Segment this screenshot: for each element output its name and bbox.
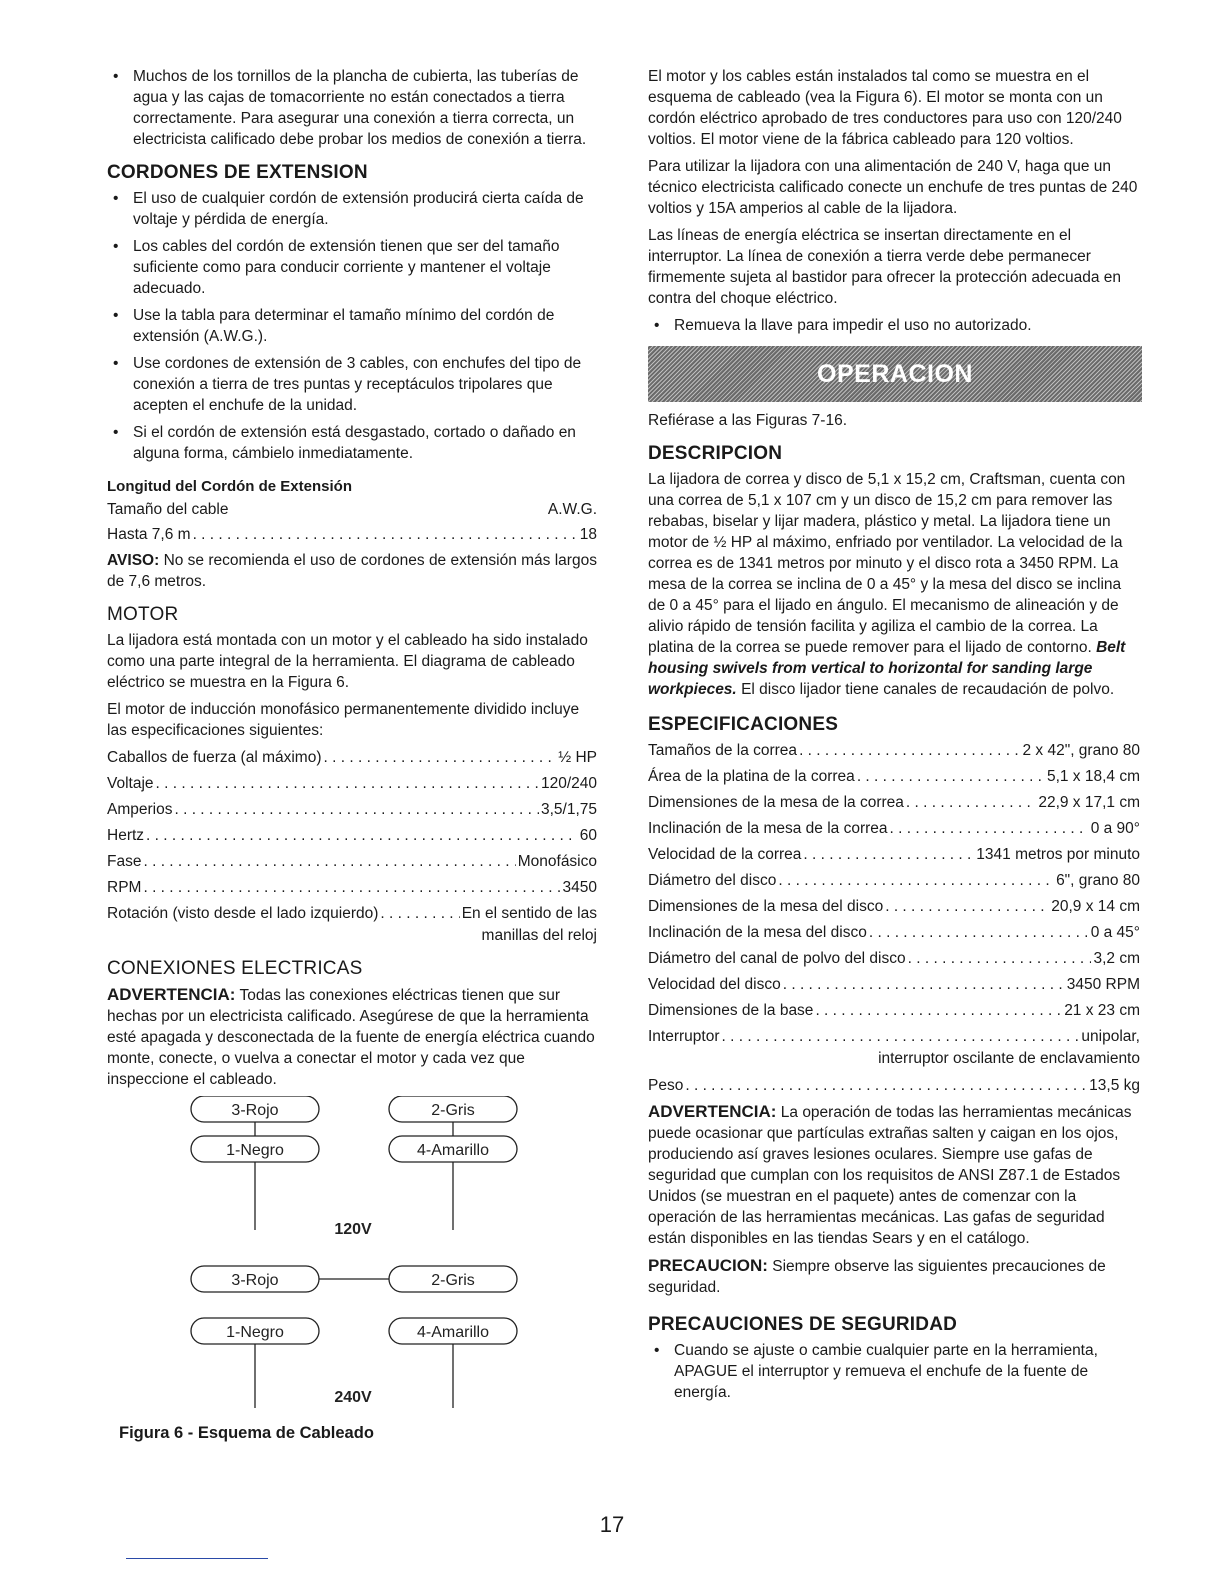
refer-figures: Refiérase a las Figuras 7-16.	[648, 412, 848, 429]
description-text-a: La lijadora de correa y disco de 5,1 x 15,2 cm, Craftsman, cuenta con una correa de 5,1 x 107 cm y un disco de 15,2 cm para remover las rebabas, biselar y lijar madera, plástico y metal. La lijadora tiene un motor de ½ HP al máximo, enfriado por ventilador. La velocidad de la correa es de 1341 metros por minuto y el disco rota a 3450 RPM. La mesa de la correa se inclina de 0 a 45° y la mesa del disco se inclina de 0 a 45° para el lijado en ángulo. El mecanismo de alineación y de alivio rápido de tensión facilita y agiliza el cambio de la correa. La platina de la correa se puede remover para el lijado de contorno.	[648, 471, 1126, 656]
spec-label: Amperios	[107, 801, 173, 818]
motor-spec-phase	[107, 851, 597, 872]
rotation-continued: manillas del reloj	[481, 927, 597, 944]
spec-label: Área de la platina de la correa	[648, 768, 855, 785]
spec-label: Caballos de fuerza (al máximo)	[107, 749, 322, 766]
leader-dots	[685, 1075, 1087, 1096]
spec-label: Velocidad de la correa	[648, 846, 802, 863]
spec-value: 2 x 42", grano 80	[1022, 742, 1140, 759]
spec-value: 5,1 x 18,4 cm	[1046, 768, 1140, 785]
switch-continued: interruptor oscilante de enclavamiento	[878, 1050, 1140, 1067]
spec-value: 0 a 45°	[1090, 924, 1140, 941]
notice-text: No se recomienda el uso de cordones de extensión más largos de 7,6 metros.	[107, 552, 597, 590]
cords-bullet-1: • El uso de cualquier cordón de extensión producirá cierta caída de voltaje y pérdida de energía.	[107, 188, 597, 230]
motor-spec-rotation	[107, 903, 597, 924]
spec-label: Dimensiones de la mesa del disco	[648, 898, 884, 915]
spec-row	[648, 766, 1140, 787]
spec-value: Monofásico	[517, 853, 597, 870]
spec-row	[648, 948, 1140, 969]
spec-value: 3,5/1,75	[540, 801, 597, 818]
spec-label: Interruptor	[648, 1028, 720, 1045]
leader-dots	[193, 524, 578, 545]
motor-p2: El motor de inducción monofásico permanentemente dividido incluye las especificaciones siguientes:	[107, 701, 580, 739]
wiring-diagram	[107, 1096, 597, 1422]
spec-value: 3450 RPM	[1066, 976, 1140, 993]
motor-install-p3: Las líneas de energía eléctrica se insertan directamente en el interruptor. La línea de conexión a tierra verde debe permanecer firmemente sujeta al bastidor para ofrecer la protección adecuada en contra del choque eléctrico.	[648, 227, 1122, 307]
safety-warning	[648, 1101, 1140, 1249]
spec-label: Diámetro del canal de polvo del disco	[648, 950, 906, 967]
motor-heading: MOTOR	[107, 604, 179, 625]
spec-label: Fase	[107, 853, 142, 870]
specs-heading: ESPECIFICACIONES	[648, 714, 839, 735]
label-red-bottom: 3-Rojo	[231, 1272, 279, 1289]
spec-value: 3450	[562, 879, 597, 896]
cords-bullet-2: • Los cables del cordón de extensión tienen que ser del tamaño suficiente como para conducir corriente y mantener el voltaje adecuado.	[107, 236, 597, 299]
spec-value: unipolar,	[1081, 1028, 1140, 1045]
caution-label: PRECAUCION:	[648, 1256, 768, 1275]
electrical-warning-text: Todas las conexiones eléctricas tienen que sur hechas por un electricista calificado. Asegúrese de que la herramienta esté apagada y desconectada de la fuente de energía eléctrica cuando monte, conecte, o vuelva a conectar el motor y cada vez que inspeccione el cableado.	[107, 987, 595, 1088]
safety-warning-label: ADVERTENCIA:	[648, 1102, 777, 1121]
caution-text: Siempre observe las siguientes precauciones de seguridad.	[648, 1258, 1106, 1296]
spec-label: Velocidad del disco	[648, 976, 781, 993]
spec-value: 21 x 23 cm	[1064, 1002, 1140, 1019]
spec-label: Inclinación de la mesa de la correa	[648, 820, 888, 837]
intro-list	[107, 66, 597, 150]
caution	[648, 1255, 1140, 1298]
electrical-warning-label: ADVERTENCIA:	[107, 985, 236, 1004]
safety-warning-text: La operación de todas las herramientas mecánicas puede ocasionar que partículas extrañas salten y caigan en los ojos, produciendo así graves lesiones oculares. Siempre use gafas de seguridad que cumplan con los requisitos de ANSI Z87.1 de Estados Unidos (se muestran en el paquete) antes de comenzar con la operación de las herramientas mecánicas. Las gafas de seguridad están disponibles en las tiendas Sears y en el catálogo.	[648, 1104, 1132, 1247]
label-red-top: 3-Rojo	[231, 1102, 279, 1119]
spec-row	[648, 1026, 1140, 1047]
spec-label: Hertz	[107, 827, 145, 844]
spec-label: Diámetro del disco	[648, 872, 777, 889]
leader-dots	[143, 877, 560, 898]
cords-bullet-4: • Use cordones de extensión de 3 cables, con enchufes del tipo de conexión a tierra de tres puntas y receptáculos tripolares que acepten el enchufe de la unidad.	[107, 353, 597, 416]
right-column	[648, 66, 1140, 1409]
spec-label: Dimensiones de la base	[648, 1002, 814, 1019]
leader-dots	[324, 747, 557, 768]
cord-table-col-size: Tamaño del cable	[107, 501, 229, 518]
leader-dots	[778, 870, 1054, 891]
cords-heading: CORDONES DE EXTENSION	[107, 162, 368, 183]
leader-dots	[799, 740, 1020, 761]
leader-dots	[156, 773, 539, 794]
leader-dots	[803, 844, 974, 865]
spec-value: 6", grano 80	[1056, 872, 1140, 889]
spec-value: 20,9 x 14 cm	[1051, 898, 1140, 915]
spec-label: Peso	[648, 1077, 684, 1094]
operacion-title: OPERACION	[817, 359, 973, 388]
motor-spec-voltage	[107, 773, 597, 794]
cord-table-title: Longitud del Cordón de Extensión	[107, 478, 352, 495]
spec-value: ½ HP	[558, 749, 597, 766]
description-heading: DESCRIPCION	[648, 443, 783, 464]
cord-awg: 18	[579, 526, 597, 543]
spec-row-weight	[648, 1075, 1140, 1096]
label-gray-bottom: 2-Gris	[431, 1272, 475, 1289]
label-black-top: 1-Negro	[226, 1142, 284, 1159]
leader-dots	[906, 792, 1036, 813]
left-column	[107, 66, 597, 1443]
spec-label: Dimensiones de la mesa de la correa	[648, 794, 904, 811]
spec-row	[648, 844, 1140, 865]
key-bullet: • Remueva la llave para impedir el uso no autorizado.	[648, 315, 1140, 336]
leader-dots	[815, 1000, 1062, 1021]
motor-spec-rpm	[107, 877, 597, 898]
cord-notice	[107, 550, 597, 592]
spec-label: Tamaños de la correa	[648, 742, 798, 759]
operacion-banner	[648, 346, 1142, 402]
spec-value: 13,5 kg	[1089, 1077, 1140, 1094]
motor-spec-hertz	[107, 825, 597, 846]
spec-row	[648, 870, 1140, 891]
spec-value: 0 a 90°	[1090, 820, 1140, 837]
cord-table-col-awg: A.W.G.	[547, 501, 597, 518]
spec-value: 1341 metros por minuto	[976, 846, 1140, 863]
spec-value: 3,2 cm	[1093, 950, 1140, 967]
label-black-bottom: 1-Negro	[226, 1324, 284, 1341]
spec-row	[648, 792, 1140, 813]
spec-row	[648, 1000, 1140, 1021]
cord-table-header	[107, 499, 597, 520]
cords-bullet-5: • Si el cordón de extensión está desgastado, cortado o dañado en alguna forma, cámbielo inmediatamente.	[107, 422, 597, 464]
leader-dots	[380, 903, 459, 924]
notice-label: AVISO:	[107, 552, 160, 569]
leader-dots	[908, 948, 1092, 969]
spec-label: Inclinación de la mesa del disco	[648, 924, 867, 941]
leader-dots	[783, 974, 1065, 995]
footer-rule	[126, 1558, 268, 1559]
page-number: 17	[599, 1512, 625, 1537]
spec-value: 60	[579, 827, 597, 844]
spec-value: En el sentido de las	[461, 905, 597, 922]
cord-table-row	[107, 524, 597, 545]
key-list	[648, 315, 1140, 336]
motor-spec-hp	[107, 747, 597, 768]
cord-length: Hasta 7,6 m	[107, 526, 191, 543]
label-120v: 120V	[334, 1221, 372, 1238]
leader-dots	[857, 766, 1045, 787]
spec-row	[648, 740, 1140, 761]
motor-install-p2: Para utilizar la lijadora con una alimentación de 240 V, haga que un técnico electricista calificado conecte un enchufe de tres puntas de 240 voltios y 15A amperios al cable de la lijadora.	[648, 158, 1138, 217]
motor-p1: La lijadora está montada con un motor y el cableado ha sido instalado como una parte integral de la herramienta. El diagrama de cableado eléctrico se muestra en la Figura 6.	[107, 632, 588, 691]
description-text-b: El disco lijador tiene canales de recaudación de polvo.	[741, 681, 1115, 698]
leader-dots	[869, 922, 1089, 943]
spec-label: Voltaje	[107, 775, 154, 792]
leader-dots	[143, 851, 515, 872]
leader-dots	[174, 799, 539, 820]
spec-row	[648, 818, 1140, 839]
spec-row	[648, 896, 1140, 917]
leader-dots	[146, 825, 578, 846]
cords-list	[107, 188, 597, 464]
label-yellow-bottom: 4-Amarillo	[416, 1324, 490, 1341]
electrical-warning	[107, 984, 597, 1090]
safety-heading: PRECAUCIONES DE SEGURIDAD	[648, 1314, 958, 1335]
label-gray-top: 2-Gris	[431, 1102, 475, 1119]
label-yellow-top: 4-Amarillo	[416, 1142, 490, 1159]
label-240v: 240V	[334, 1389, 372, 1406]
safety-list	[648, 1340, 1140, 1403]
spec-row	[648, 922, 1140, 943]
spec-value: 120/240	[540, 775, 597, 792]
leader-dots	[890, 818, 1089, 839]
motor-install-p1: El motor y los cables están instalados tal como se muestra en el esquema de cableado (vea la Figura 6). El motor se monta con un cordón eléctrico aprobado de tres conductores para uso con 120/240 voltios. El motor viene de la fábrica cableado para 120 voltios.	[648, 68, 1122, 148]
spec-label: Rotación (visto desde el lado izquierdo)	[107, 905, 379, 922]
leader-dots	[885, 896, 1049, 917]
safety-bullet: • Cuando se ajuste o cambie cualquier parte en la herramienta, APAGUE el interruptor y remueva el enchufe de la fuente de energía.	[648, 1340, 1140, 1403]
motor-spec-amps	[107, 799, 597, 820]
description-text-bold: Belt housing swivels from vertical to horizontal for sanding large workpieces.	[648, 639, 1126, 698]
electrical-heading: CONEXIONES ELECTRICAS	[107, 958, 363, 979]
figure-caption: Figura 6 - Esquema de Cableado	[119, 1424, 374, 1442]
intro-bullet: • Muchos de los tornillos de la plancha de cubierta, las tuberías de agua y las cajas de tomacorriente no están conectados a tierra correctamente. Para asegurar una conexión a tierra correcta, un electricista calificado debe probar los medios de conexión a tierra.	[107, 66, 597, 150]
leader-dots	[722, 1026, 1080, 1047]
spec-row	[648, 974, 1140, 995]
description-text	[648, 469, 1140, 700]
cords-bullet-3: • Use la tabla para determinar el tamaño mínimo del cordón de extensión (A.W.G.).	[107, 305, 597, 347]
spec-value: 22,9 x 17,1 cm	[1038, 794, 1140, 811]
spec-label: RPM	[107, 879, 142, 896]
